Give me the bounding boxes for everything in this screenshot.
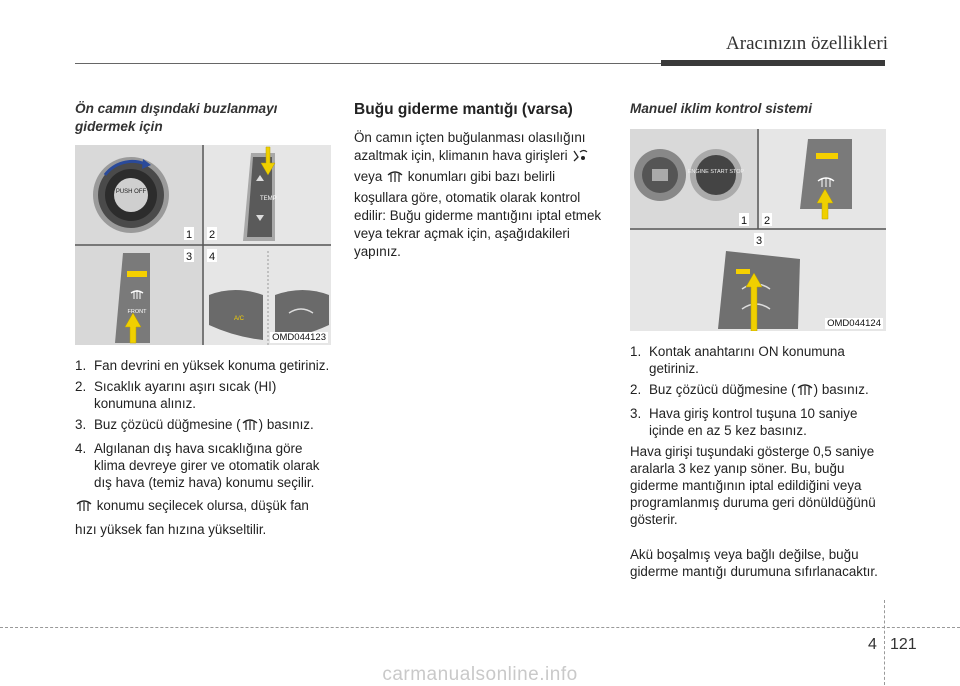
- figure-code: OMD044123: [272, 332, 326, 343]
- list-item: 2. Sıcaklık ayarını aşırı sıcak (HI) konumuna alınız.: [75, 379, 277, 411]
- header-rule-accent: [661, 60, 885, 66]
- temp-label: TEMP: [260, 196, 277, 202]
- list-item: 3. Hava giriş kontrol tuşuna 10 saniye içinde en az 5 kez basınız.: [630, 406, 858, 438]
- front-defrost-icon: [241, 418, 259, 436]
- knob-label: PUSH OFF: [115, 189, 147, 195]
- column-3: [630, 100, 886, 584]
- list-item: 3. Buz çözücü düğmesine ( ) basınız.: [75, 416, 331, 436]
- body-paragraph: Hava girişi tuşundaki gösterge 0,5 saniye aralarla 3 kez yanıp söner. Bu, buğu giderme mantığının iptal edildiğini veya programlanmış duruma geri dönüldüğünü gösterir.: [630, 444, 876, 527]
- callout-3: 3: [185, 251, 193, 263]
- callout-4: 4: [208, 251, 216, 263]
- steps-list: [75, 357, 331, 491]
- list-item: 1. Kontak anahtarını ON konumuna getiriniz.: [630, 344, 845, 376]
- front-defrost-icon: [75, 499, 93, 517]
- chapter-number: 4: [868, 636, 877, 653]
- section-subtitle: Ön camın dışındaki buzlanmayı gidermek için: [75, 101, 278, 134]
- column-2: [354, 100, 610, 265]
- figure-code: OMD044124: [827, 318, 881, 329]
- defrost-mode-icon: [571, 149, 589, 168]
- callout-2: 2: [208, 229, 216, 241]
- front-defrost-icon: [796, 383, 814, 401]
- front-defrost-icon: [386, 170, 404, 189]
- manual-climate-illustration: [630, 129, 886, 331]
- section-title: Buğu giderme mantığı (varsa): [354, 101, 573, 118]
- callout-1: 1: [740, 215, 748, 227]
- steps-list: [630, 343, 886, 439]
- running-header: Aracınızın özellikleri: [726, 33, 888, 54]
- ac-label: A/C: [234, 316, 245, 322]
- list-item: 2. Buz çözücü düğmesine ( ) basınız.: [630, 381, 886, 401]
- callout-1: 1: [185, 229, 193, 241]
- page-number: 121: [890, 636, 917, 653]
- climate-controls-illustration: [75, 145, 331, 345]
- section-subtitle: Manuel iklim kontrol sistemi: [630, 101, 813, 116]
- figure-manual-climate: [630, 129, 886, 331]
- start-stop-label: ENGINE START STOP: [687, 169, 745, 175]
- body-paragraph: Ön camın içten buğulanması olasılığını azaltmak için, klimanın hava girişleri veya konumları gibi bazı belirli koşullara göre, otomatik olarak kontrol edilir: Buğu giderme mantığını iptal etmek veya tekrar açmak için, aşağıdakileri yapınız.: [354, 130, 602, 259]
- watermark: carmanualsonline.info: [382, 664, 578, 685]
- callout-3: 3: [755, 235, 763, 247]
- list-item: 1. Fan devrini en yüksek konuma getiriniz.: [75, 358, 330, 373]
- front-label: FRONT: [127, 309, 147, 315]
- list-item: 4. Algılanan dış hava sıcaklığına göre klima devreye girer ve otomatik olarak dış hava (temiz hava) konumu seçilir.: [75, 441, 320, 490]
- note-paragraph-cont: hızı yüksek fan hızına yükseltilir.: [75, 522, 267, 537]
- body-paragraph: Akü boşalmış veya bağlı değilse, buğu giderme mantığı durumuna sıfırlanacaktır.: [630, 547, 878, 579]
- note-paragraph: konumu seçilecek olursa, düşük fan: [75, 497, 331, 517]
- callout-2: 2: [763, 215, 771, 227]
- figure-climate-controls: [75, 145, 331, 345]
- column-1: [75, 100, 331, 542]
- footer-rule: [0, 627, 960, 628]
